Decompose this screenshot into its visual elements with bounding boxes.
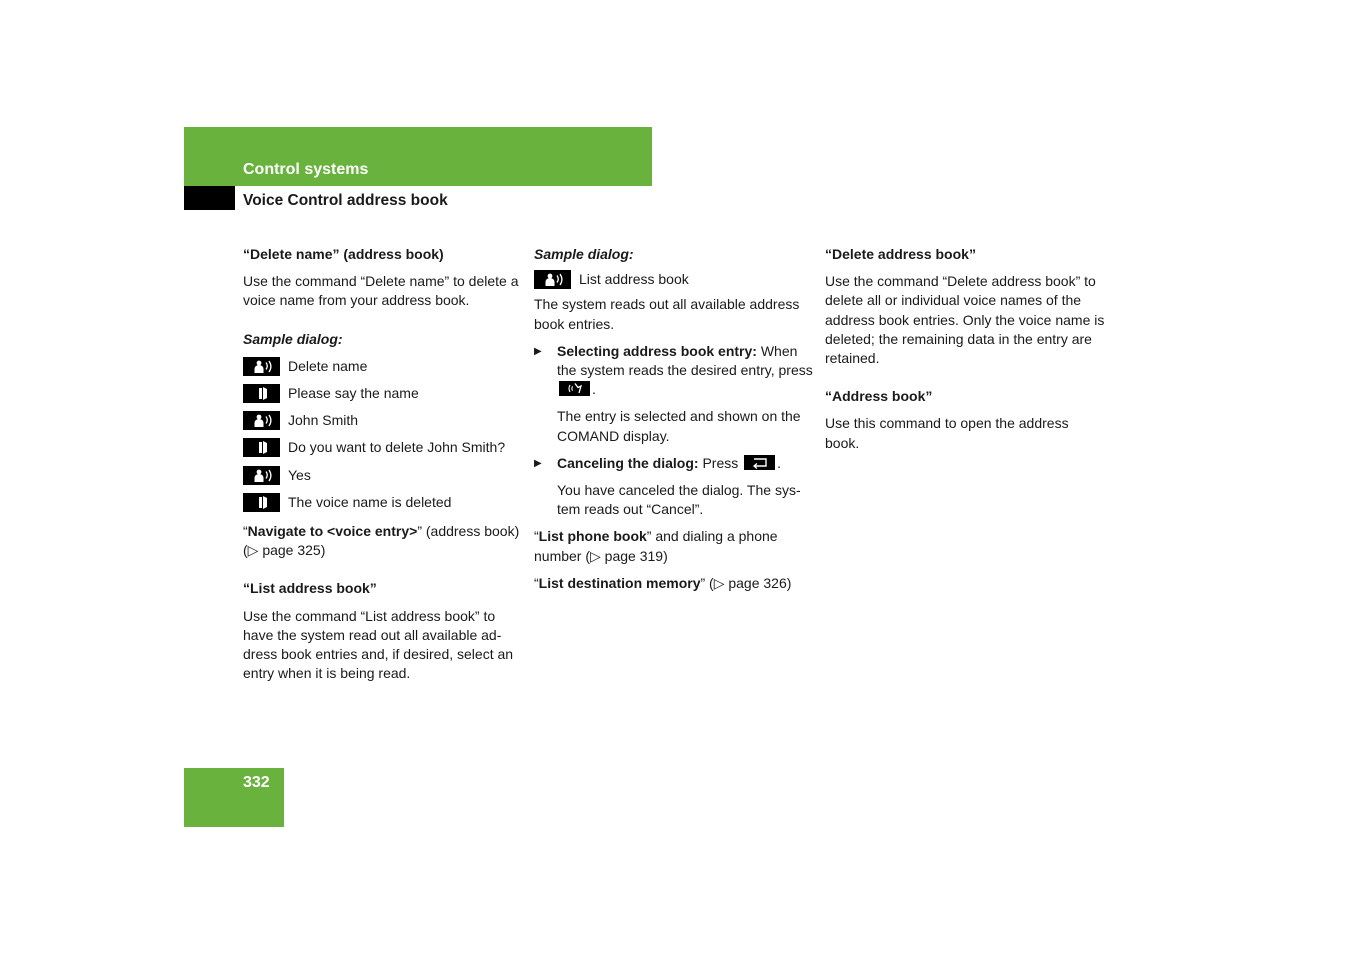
- dialog-line: [243, 353, 523, 380]
- voice-talk-button-icon: [559, 381, 590, 396]
- dialog-line: [534, 266, 814, 293]
- bullet-text: .: [777, 454, 782, 471]
- paragraph: Use the command “Delete name” to delete a voice name from your address book.: [243, 273, 519, 309]
- cross-reference-text: ” (▷ page 326): [700, 574, 792, 591]
- black-tab: [184, 186, 235, 210]
- paragraph: The system reads out all available address book entries.: [534, 296, 800, 332]
- command-name: Navigate to <voice entry>: [247, 522, 418, 539]
- cross-reference-navigate: [243, 522, 523, 560]
- paragraph: Use the command “Delete address book” to delete all or individual voice names of the address book entries. Only the voice name is deleted; the remaining data in the entry are retained.: [825, 273, 1105, 367]
- sample-dialog-label: Sample dialog:: [243, 330, 343, 347]
- command-name: List phone book: [538, 528, 647, 545]
- cross-reference-list-destination-memory: [534, 574, 814, 593]
- dialog-text: Delete name: [288, 357, 368, 374]
- heading-delete-name: “Delete name” (address book): [243, 246, 444, 262]
- dialog-line: [243, 434, 523, 461]
- dialog-text: List address book: [579, 271, 689, 288]
- user-voice-icon: [243, 466, 280, 485]
- dialog-text: Please say the name: [288, 384, 419, 401]
- bullet-arrow-icon: ▶: [534, 345, 542, 357]
- cross-reference-text: ” (address book) (▷ page 325): [243, 522, 520, 559]
- bullet-title: Selecting address book entry:: [557, 342, 757, 359]
- quote: “: [243, 522, 248, 539]
- system-speaker-icon: [243, 384, 280, 403]
- system-speaker-icon: [243, 493, 280, 512]
- heading-delete-address-book: “Delete address book”: [825, 246, 976, 262]
- column-1: [243, 245, 523, 683]
- command-name: List destination memory: [538, 574, 701, 591]
- quote: “: [534, 574, 539, 591]
- paragraph: Use this command to open the address book.: [825, 415, 1069, 451]
- paragraph: The entry is selected and shown on the COMAND display.: [557, 408, 801, 444]
- bullet-text: .: [592, 381, 596, 398]
- dialog-text: Do you want to delete John Smith?: [288, 439, 506, 456]
- paragraph: Use the command “List address book” to have the system read out all available ad-dress book entries and, if desired, select an entry when it is being read.: [243, 607, 514, 682]
- quote: “: [534, 528, 539, 545]
- dialog-text: The voice name is deleted: [288, 493, 452, 510]
- paragraph: You have canceled the dialog. The sys-tem reads out “Cancel”.: [557, 482, 801, 518]
- heading-list-address-book: “List address book”: [243, 580, 377, 597]
- bullet-canceling-dialog: [534, 454, 814, 473]
- back-button-icon: [744, 455, 775, 470]
- bullet-title: Canceling the dialog:: [557, 454, 699, 471]
- dialog-line: [243, 489, 523, 516]
- dialog-line: [243, 407, 523, 434]
- column-2: [534, 245, 814, 593]
- dialog-line: [243, 380, 523, 407]
- cross-reference-text: ” and dialing a phone number (▷ page 319): [534, 528, 778, 564]
- page-number: 332: [243, 774, 270, 791]
- bullet-arrow-icon: ▶: [534, 457, 542, 469]
- user-voice-icon: [243, 411, 280, 430]
- cross-reference-list-phone-book: [534, 527, 814, 565]
- sample-dialog-label: Sample dialog:: [534, 246, 634, 262]
- bullet-text: When the system reads the desired entry, press: [557, 342, 813, 378]
- bullet-text: Press: [698, 454, 743, 471]
- heading-address-book: “Address book”: [825, 388, 933, 405]
- dialog-text: Yes: [288, 466, 311, 483]
- column-3: [825, 245, 1105, 453]
- dialog-line: [243, 462, 523, 489]
- system-speaker-icon: [243, 438, 280, 457]
- dialog-text: John Smith: [288, 412, 359, 429]
- subsection-title: Voice Control address book: [243, 192, 448, 209]
- section-title: Control systems: [243, 161, 369, 178]
- user-voice-icon: [243, 357, 280, 376]
- sample-dialog: [243, 353, 523, 516]
- user-voice-icon: [534, 270, 571, 289]
- bullet-selecting-entry: [534, 342, 814, 400]
